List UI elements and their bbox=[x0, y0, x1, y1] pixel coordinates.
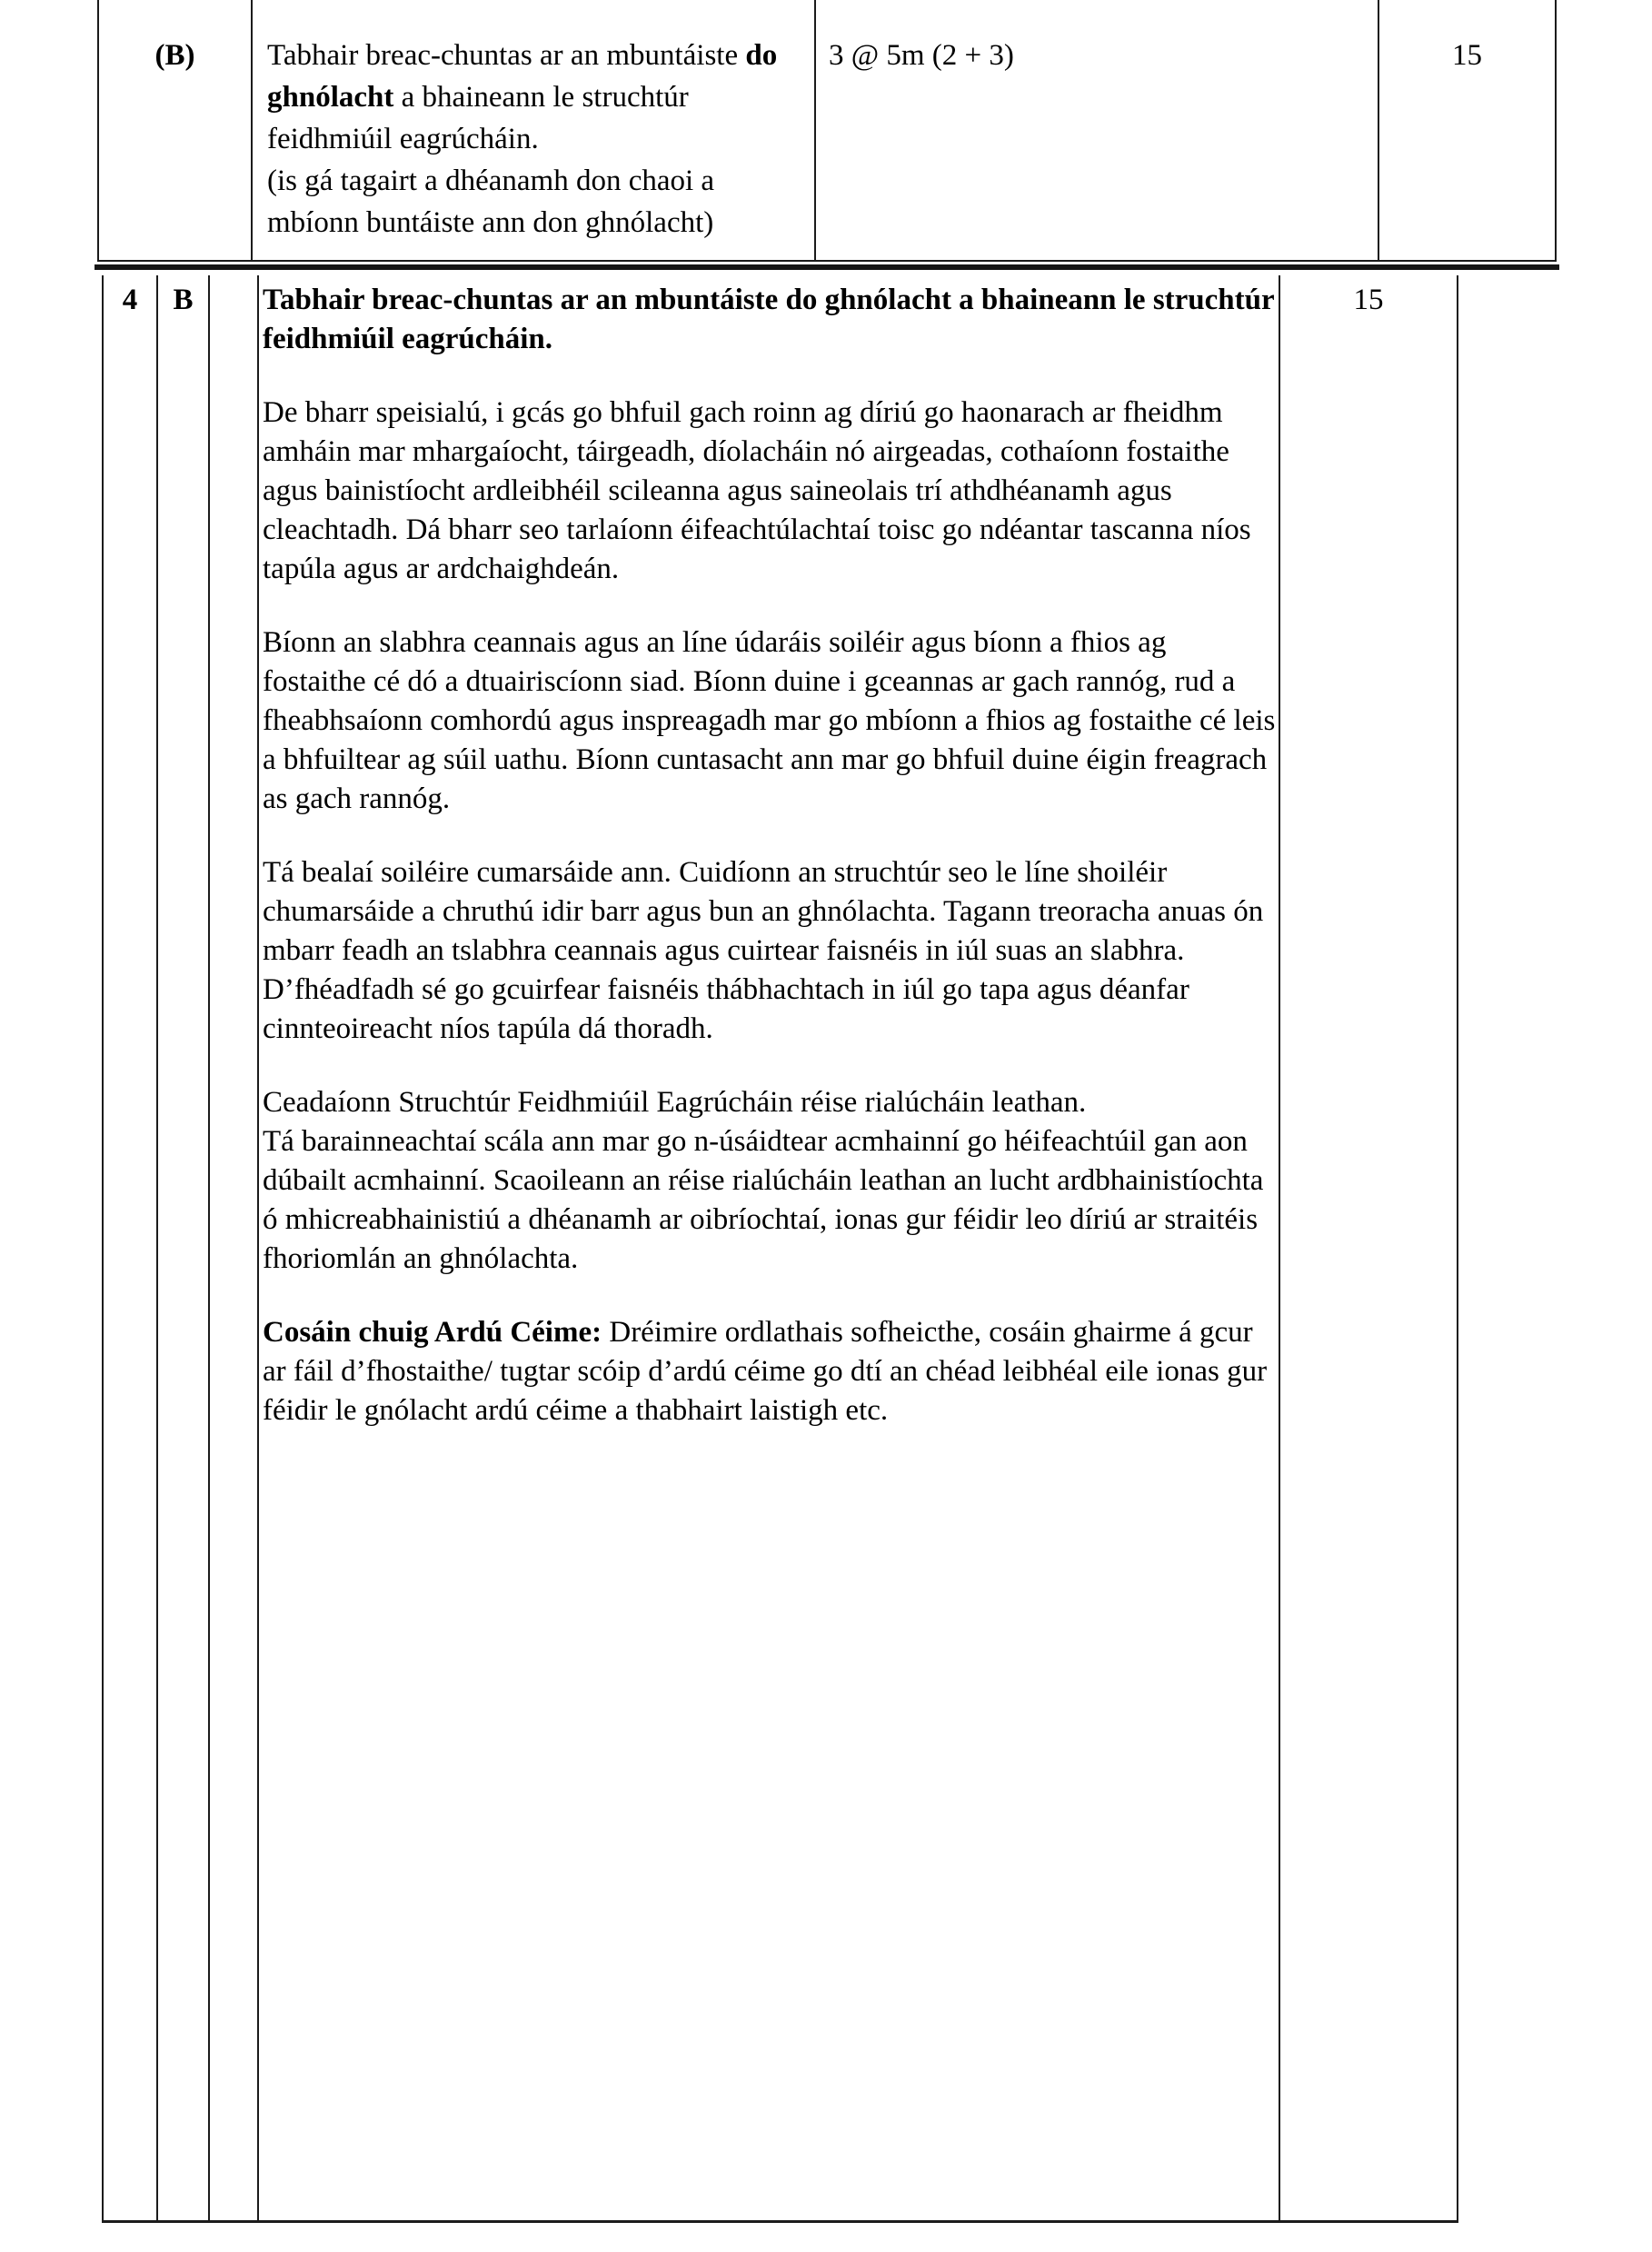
answer-paragraph-5 bbox=[263, 1313, 1277, 1430]
answer-cell bbox=[259, 275, 1280, 2220]
answer-paragraph-2: Bíonn an slabhra ceannais agus an líne údaráis soiléir agus bíonn a fhios ag fostaithe cé dó a dtuairiscíonn siad. Bíonn duine i gceannas ar gach rannóg, rud a fheabhsaíonn comhordú agus inspreagadh mar go mbíonn a fhios ag fostaithe cé leis a bhfuiltear ag súil uathu. Bíonn cuntasacht ann mar go bhfuil duine éigin freagrach as gach rannóg. bbox=[263, 626, 1276, 815]
question-note: (is gá tagairt a dhéanamh don chaoi a mbíonn buntáiste ann don ghnólacht) bbox=[267, 164, 715, 239]
row-label: (B) bbox=[154, 39, 195, 72]
answer-paragraph-4-line1: Ceadaíonn Struchtúr Feidhmiúil Eagrúcháin réise rialúcháin leathan. bbox=[263, 1086, 1087, 1119]
answer-paragraph-3: Tá bealaí soiléire cumarsáide ann. Cuidíonn an struchtúr seo le líne shoiléir chumarsáide a chruthú idir barr agus bun an ghnólachta. Tagann treoracha anuas ón mbarr feadh an tslabhra ceannais agus cuirtear faisnéis in iúl suas an slabhra. D’fhéadfadh sé go gcuirfear faisnéis thábhachtach in iúl go tapa agus déanfar cinnteoireacht níos tapúla dá thoradh. bbox=[263, 856, 1264, 1045]
question-cell bbox=[253, 0, 816, 260]
question-text-bold: do ghnólacht bbox=[267, 39, 778, 114]
marks-total-cell-q4 bbox=[1280, 275, 1457, 2220]
answer-paragraph-5-rest: Dréimire ordlathais sofheicthe, cosáin ghairme á gcur ar fáil d’fhostaithe/ tugtar scóip d’ardú céime go dtí an chéad leibhéal eile ionas gur féidir le gnólacht ardú céime a thabhairt laistigh etc. bbox=[263, 1316, 1268, 1427]
answer-heading: Tabhair breac-chuntas ar an mbuntáiste do ghnólacht a bhaineann le struchtúr feidhmiúil eagrúcháin. bbox=[263, 284, 1275, 355]
answer-paragraph-1: De bharr speisialú, i gcás go bhfuil gach roinn ag díriú go haonarach ar fheidhm amháin mar mhargaíocht, táirgeadh, díolacháin nó airgeadas, cothaíonn fostaithe agus bainistíocht ardleibhéil scileanna agus saineolais trí athdhéanamh agus cleachtadh. Dá bharr seo tarlaíonn éifeachtúlachtaí toisc go ndéantar tascanna níos tapúla agus ar ardchaighdeán. bbox=[263, 396, 1251, 585]
answer-paragraph-4 bbox=[263, 1083, 1277, 1279]
marks-total: 15 bbox=[1452, 39, 1482, 72]
question-number: 4 bbox=[122, 284, 138, 316]
marks-total-cell bbox=[1379, 0, 1555, 260]
part-label: B bbox=[173, 284, 194, 316]
answer-table-q4b bbox=[102, 275, 1458, 2223]
answer-paragraph-5-lead: Cosáin chuig Ardú Céime: bbox=[263, 1316, 602, 1349]
marks-total-q4: 15 bbox=[1353, 284, 1384, 316]
marks-breakdown-cell bbox=[816, 0, 1379, 260]
marking-row-part-b bbox=[97, 0, 1557, 262]
marks-breakdown: 3 @ 5m (2 + 3) bbox=[829, 39, 1014, 72]
row-label-cell bbox=[99, 0, 253, 260]
section-divider bbox=[95, 264, 1559, 270]
question-text bbox=[267, 35, 803, 160]
part-label-cell bbox=[158, 275, 210, 2220]
empty-subpart-cell bbox=[210, 275, 259, 2220]
question-text-post: a bhaineann le struchtúr feidhmiúil eagrúcháin. bbox=[267, 81, 689, 155]
question-number-cell bbox=[104, 275, 158, 2220]
answer-paragraph-4-rest: Tá barainneachtaí scála ann mar go n-úsáidtear acmhainní go héifeachtúil gan aon dúbailt acmhainní. Scaoileann an réise rialúcháin leathan an lucht ardbhainistíochta ó mhicreabhainistiú a dhéanamh ar oibríochtaí, ionas gur féidir leo díriú ar straitéis fhoriomlán an ghnólachta. bbox=[263, 1125, 1264, 1275]
question-text-pre: Tabhair breac-chuntas ar an mbuntáiste bbox=[267, 39, 746, 72]
